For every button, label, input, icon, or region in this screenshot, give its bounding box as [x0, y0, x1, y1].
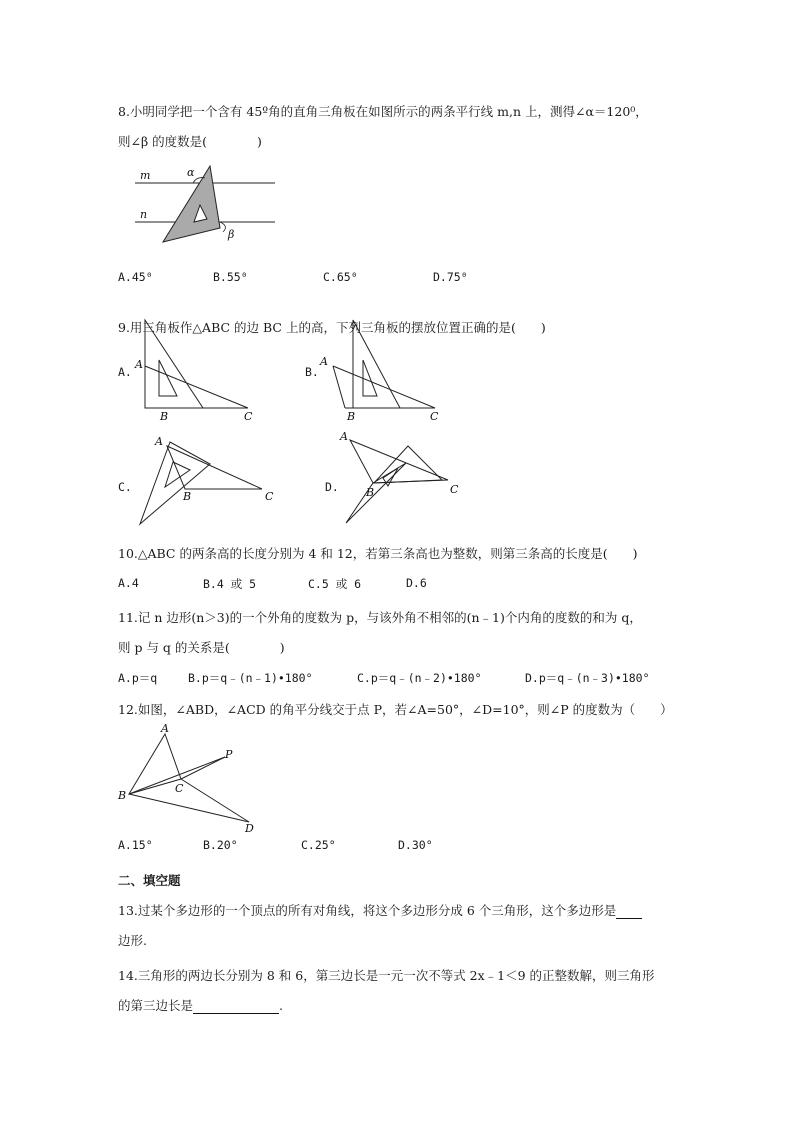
q14-text-suffix: . — [279, 998, 283, 1013]
q8-option-a: A.45⁰ — [118, 270, 153, 284]
triangle-abc — [129, 734, 181, 794]
q9c-pt-b: B — [183, 490, 192, 503]
q11-option-a: A.p＝q — [118, 671, 158, 685]
q14-text-line1: 14.三角形的两边长分别为 8 和 6，第三边长是一元一次不等式 2x﹣1＜9 的正整数解，则三角形 — [118, 968, 655, 983]
label-m: m — [140, 169, 151, 182]
q11-option-c: C.p＝q﹣(n﹣2)•180° — [357, 671, 482, 685]
q9c-pt-a: A — [155, 435, 163, 448]
q10-option-b: B.4 或 5 — [203, 577, 257, 591]
label-n: n — [140, 208, 148, 221]
q12-figure — [115, 722, 260, 835]
q12-option-b: B.20° — [203, 838, 238, 852]
seg-cd — [181, 779, 249, 822]
q9-option-b-label: B. — [305, 365, 319, 379]
q12-pt-c: C — [175, 782, 184, 795]
q10-option-a: A.4 — [118, 576, 139, 590]
q9d-pt-c: C — [450, 483, 459, 496]
q9a-pt-b: B — [160, 410, 169, 423]
q12-text-line1: 12.如图，∠ABD，∠ACD 的角平分线交于点 P，若∠A=50°，∠D=10°，则∠P 的度数为（ ） — [118, 702, 673, 717]
q9-text-line1: 9.用三角板作△ABC 的边 BC 上的高，下列三角板的摆放位置正确的是( ) — [118, 320, 546, 335]
q13-text-line1 — [118, 903, 642, 919]
q9a-pt-c: C — [244, 410, 253, 423]
q11-text-line2: 则 p 与 q 的关系是( ) — [118, 640, 285, 655]
q8-option-b: B.55⁰ — [213, 270, 248, 284]
q9b-pt-b: B — [347, 410, 356, 423]
q9-figure-b — [315, 318, 450, 428]
q8-option-d: D.75⁰ — [433, 270, 468, 284]
q9b-pt-c: C — [430, 410, 439, 423]
seg-bd — [129, 794, 249, 822]
section-title-fill-in: 二、填空题 — [118, 873, 181, 888]
q9-figure-c — [135, 432, 280, 532]
q14-text-line2 — [118, 998, 283, 1014]
q9-option-d-label: D. — [325, 480, 339, 494]
q9d-pt-a: A — [340, 430, 348, 443]
q13-text-line2: 边形. — [118, 933, 147, 948]
q12-option-a: A.15° — [118, 838, 153, 852]
q9a-pt-a: A — [135, 358, 143, 371]
q9c-pt-c: C — [265, 490, 274, 503]
q13-answer-blank[interactable] — [616, 905, 642, 919]
q13-text: 13.过某个多边形的一个顶点的所有对角线，将这个多边形分成 6 个三角形，这个多边形是 — [118, 903, 617, 918]
q9-option-c-label: C. — [118, 480, 132, 494]
q14-text-prefix: 的第三边长是 — [118, 998, 194, 1013]
q12-pt-a: A — [161, 722, 169, 735]
q9-figure-d — [338, 428, 468, 533]
q11-option-b: B.p＝q﹣(n﹣1)•180° — [188, 671, 313, 685]
q11-text-line1: 11.记 n 边形(n＞3)的一个外角的度数为 p，与该外角不相邻的(n﹣1)个内角的度数的和为 q， — [118, 610, 642, 625]
q9-figure-a — [135, 318, 260, 428]
q12-pt-b: B — [118, 789, 127, 802]
q12-option-d: D.30° — [398, 838, 433, 852]
q10-option-c: C.5 或 6 — [308, 577, 362, 591]
q14-answer-blank[interactable] — [193, 1000, 279, 1014]
q12-pt-p: P — [225, 748, 233, 761]
q12-option-c: C.25° — [301, 838, 336, 852]
q8-text-line1: 8.小明同学把一个含有 45º角的直角三角板在如图所示的两条平行线 m,n 上，测得∠α＝120⁰， — [118, 104, 648, 119]
q8-option-c: C.65⁰ — [323, 270, 358, 284]
q9b-pt-a: A — [320, 355, 328, 368]
q8-text-line2: 则∠β 的度数是( ) — [118, 134, 262, 149]
seg-cp — [181, 757, 225, 779]
q9d-pt-b: B — [366, 486, 375, 499]
q10-option-d: D.6 — [406, 576, 427, 590]
q12-pt-d: D — [245, 822, 254, 835]
label-alpha: α — [187, 166, 195, 179]
q8-figure — [125, 160, 285, 250]
label-beta: β — [228, 228, 235, 241]
q11-option-d: D.p＝q﹣(n﹣3)•180° — [525, 671, 650, 685]
q10-text-line1: 10.△ABC 的两条高的长度分别为 4 和 12，若第三条高也为整数，则第三条高的长度是( ) — [118, 546, 638, 561]
q9-option-a-label: A. — [118, 365, 132, 379]
